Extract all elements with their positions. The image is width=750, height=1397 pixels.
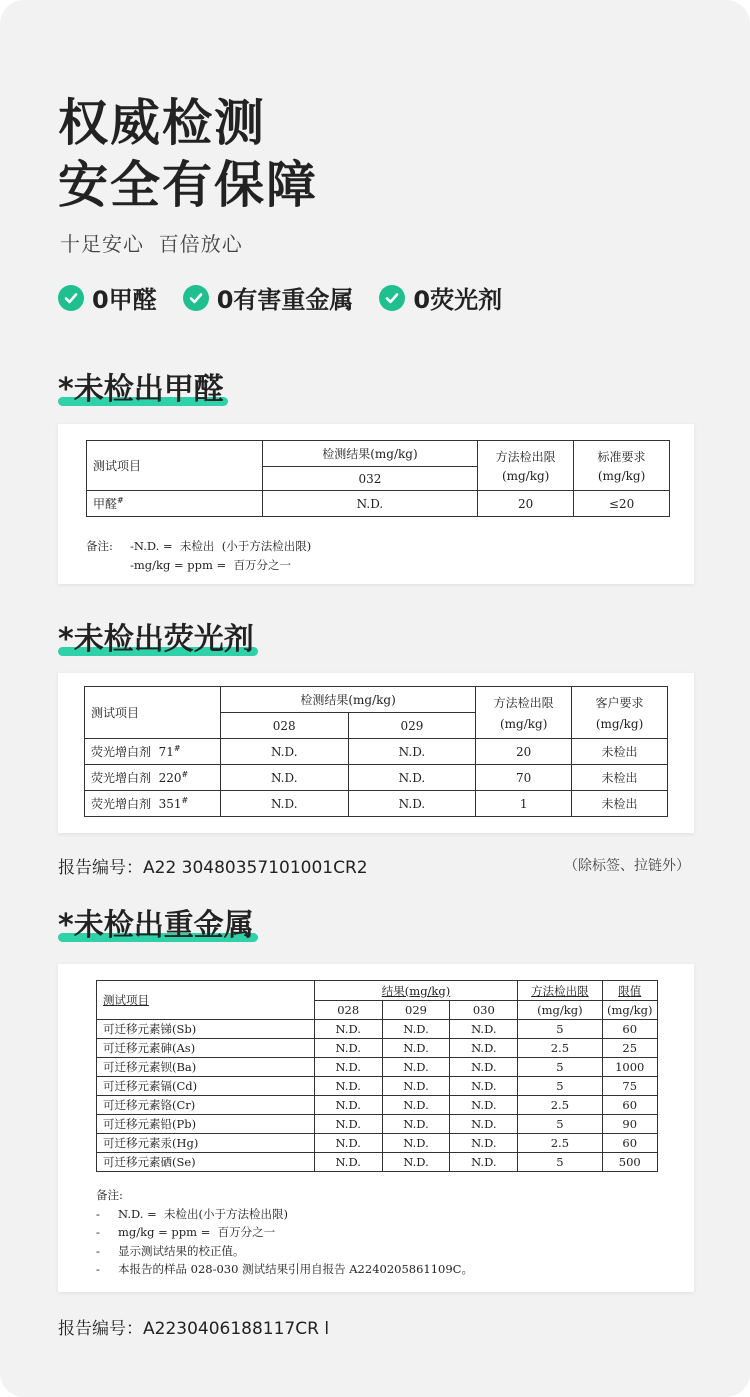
header-limit: 方法检出限 (mg/kg) <box>476 687 572 739</box>
row-max: 60 <box>602 1134 658 1153</box>
check-icon <box>58 285 84 311</box>
row-item: 可迁移元素镉(Cd) <box>97 1077 315 1096</box>
row-item: 可迁移元素铬(Cr) <box>97 1096 315 1115</box>
row-max: 75 <box>602 1077 658 1096</box>
row-result: N.D. <box>314 1077 382 1096</box>
table-row <box>97 1077 658 1096</box>
row-item: 可迁移元素汞(Hg) <box>97 1134 315 1153</box>
row-result: N.D. <box>450 1077 518 1096</box>
title-line-1: 权威检测 <box>58 94 266 152</box>
header-result: 结果(mg/kg) <box>314 981 517 1001</box>
row-result: N.D. <box>220 765 348 791</box>
row-limit: 5 <box>518 1115 602 1134</box>
formaldehyde-table <box>86 440 670 517</box>
formaldehyde-report-panel <box>58 424 694 584</box>
row-result: N.D. <box>450 1115 518 1134</box>
header-limit-unit: (mg/kg) <box>518 1001 602 1020</box>
table-row <box>85 765 668 791</box>
row-item: 可迁移元素硒(Se) <box>97 1153 315 1172</box>
note-line: 显示测试结果的校正值。 <box>118 1243 245 1258</box>
badge-label: 0有害重金属 <box>216 286 354 314</box>
report-number-heavy-metal: 报告编号：A2230406188117CR l <box>58 1319 330 1339</box>
row-result: N.D. <box>382 1096 450 1115</box>
sample-id: 029 <box>382 1001 450 1020</box>
note-line: mg/kg = ppm = 百万分之一 <box>118 1225 276 1239</box>
row-result: N.D. <box>382 1115 450 1134</box>
header-item: 测试项目 <box>85 687 221 739</box>
row-result: N.D. <box>450 1096 518 1115</box>
header-max: 限值 <box>602 981 658 1001</box>
badge-label: 0甲醛 <box>92 286 157 314</box>
heavy-metal-table <box>96 980 658 1172</box>
row-item: 荧光增白剂 71# <box>85 739 221 765</box>
table-row <box>97 1115 658 1134</box>
row-standard: ≤20 <box>574 491 670 517</box>
row-result: N.D. <box>382 1020 450 1039</box>
sample-id: 029 <box>348 713 476 739</box>
sample-id: 030 <box>450 1001 518 1020</box>
row-result: N.D. <box>314 1134 382 1153</box>
section-title-fluorescent: *未检出荧光剂 <box>58 614 254 658</box>
row-result: N.D. <box>382 1134 450 1153</box>
row-result: N.D. <box>450 1134 518 1153</box>
row-limit: 1 <box>476 791 572 817</box>
row-limit: 5 <box>518 1153 602 1172</box>
row-max: 500 <box>602 1153 658 1172</box>
row-result: N.D. <box>262 491 478 517</box>
table-row <box>85 739 668 765</box>
row-requirement: 未检出 <box>572 765 668 791</box>
row-limit: 20 <box>478 491 574 517</box>
row-result: N.D. <box>382 1153 450 1172</box>
row-result: N.D. <box>382 1039 450 1058</box>
feature-badges <box>58 280 502 315</box>
table-row <box>97 1058 658 1077</box>
table-row <box>97 1020 658 1039</box>
formaldehyde-notes <box>86 538 311 573</box>
badge-label: 0荧光剂 <box>413 286 503 314</box>
check-icon <box>183 285 209 311</box>
sample-id: 028 <box>220 713 348 739</box>
heavy-metal-notes: 备注: - N.D. = 未检出(小于方法检出限) - mg/kg = ppm = 百万分之一 - 显示测试结果的校正值。 - 本报告的样品 028-030 测试结果引用自报告 A2240205861109C。 <box>96 1186 473 1279</box>
row-requirement: 未检出 <box>572 739 668 765</box>
row-max: 1000 <box>602 1058 658 1077</box>
row-result: N.D. <box>348 765 476 791</box>
badge-no-fluorescent <box>379 280 502 315</box>
page-subtitle: 十足安心 百倍放心 <box>60 232 243 256</box>
row-result: N.D. <box>382 1058 450 1077</box>
header-item: 测试项目 <box>87 441 263 491</box>
header-max-unit: (mg/kg) <box>602 1001 658 1020</box>
row-result: N.D. <box>314 1115 382 1134</box>
section-title-heavy-metal: *未检出重金属 <box>58 900 254 944</box>
note-label: 备注: <box>96 1188 123 1202</box>
row-limit: 70 <box>476 765 572 791</box>
title-line-2: 安全有保障 <box>58 156 318 214</box>
section-title-formaldehyde: *未检出甲醛 <box>58 364 224 408</box>
row-max: 60 <box>602 1020 658 1039</box>
row-result: N.D. <box>450 1058 518 1077</box>
header-limit: 方法检出限 (mg/kg) <box>478 441 574 491</box>
exclusion-remark: （除标签、拉链外） <box>564 858 690 874</box>
table-row <box>97 1134 658 1153</box>
badge-no-heavy-metal <box>183 280 354 315</box>
header-standard: 标准要求 (mg/kg) <box>574 441 670 491</box>
header-requirement: 客户要求 (mg/kg) <box>572 687 668 739</box>
note-line: 本报告的样品 028-030 测试结果引用自报告 A2240205861109C。 <box>118 1262 473 1276</box>
header-result: 检测结果(mg/kg) <box>262 441 478 467</box>
row-result: N.D. <box>450 1153 518 1172</box>
row-limit: 5 <box>518 1058 602 1077</box>
row-max: 60 <box>602 1096 658 1115</box>
header-item: 测试项目 <box>97 981 315 1020</box>
row-limit: 2.5 <box>518 1039 602 1058</box>
row-limit: 20 <box>476 739 572 765</box>
row-item: 荧光增白剂 351# <box>85 791 221 817</box>
badge-no-formaldehyde <box>58 280 157 315</box>
row-max: 25 <box>602 1039 658 1058</box>
row-result: N.D. <box>220 739 348 765</box>
row-result: N.D. <box>314 1096 382 1115</box>
row-result: N.D. <box>348 739 476 765</box>
table-row <box>85 791 668 817</box>
row-result: N.D. <box>220 791 348 817</box>
fluorescent-report-panel <box>58 673 694 833</box>
row-requirement: 未检出 <box>572 791 668 817</box>
note-line: N.D. = 未检出(小于方法检出限) <box>118 1206 289 1221</box>
row-result: N.D. <box>382 1077 450 1096</box>
header-result: 检测结果(mg/kg) <box>220 687 475 713</box>
row-result: N.D. <box>450 1039 518 1058</box>
row-result: N.D. <box>348 791 476 817</box>
note-line: -mg/kg = ppm = 百万分之一 <box>130 558 292 572</box>
row-item: 荧光增白剂 220# <box>85 765 221 791</box>
fluorescent-table <box>84 686 668 817</box>
row-result: N.D. <box>314 1058 382 1077</box>
row-limit: 5 <box>518 1077 602 1096</box>
row-item: 甲醛# <box>87 491 263 517</box>
sample-id: 032 <box>262 467 478 491</box>
row-item: 可迁移元素铅(Pb) <box>97 1115 315 1134</box>
row-result: N.D. <box>314 1020 382 1039</box>
table-row <box>97 1039 658 1058</box>
row-result: N.D. <box>450 1020 518 1039</box>
row-max: 90 <box>602 1115 658 1134</box>
heavy-metal-report-panel <box>58 964 694 1292</box>
note-line: -N.D. = 未检出 (小于方法检出限) <box>130 539 312 553</box>
row-item: 可迁移元素砷(As) <box>97 1039 315 1058</box>
row-result: N.D. <box>314 1153 382 1172</box>
table-row <box>87 491 670 517</box>
sample-id: 028 <box>314 1001 382 1020</box>
page-title <box>58 92 318 216</box>
header-limit: 方法检出限 <box>518 981 602 1001</box>
row-item: 可迁移元素钡(Ba) <box>97 1058 315 1077</box>
report-number-fluorescent: 报告编号：A22 30480357101001CR2 <box>58 858 368 878</box>
table-row <box>97 1153 658 1172</box>
row-limit: 2.5 <box>518 1096 602 1115</box>
note-label: 备注: <box>86 539 113 553</box>
row-limit: 5 <box>518 1020 602 1039</box>
row-limit: 2.5 <box>518 1134 602 1153</box>
row-item: 可迁移元素锑(Sb) <box>97 1020 315 1039</box>
table-row <box>97 1096 658 1115</box>
check-icon <box>379 285 405 311</box>
row-result: N.D. <box>314 1039 382 1058</box>
